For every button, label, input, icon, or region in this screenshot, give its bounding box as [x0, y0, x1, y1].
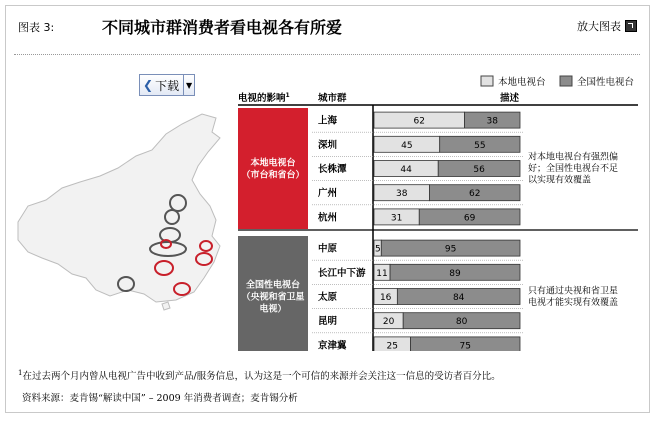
figure-title: 不同城市群消费者看电视各有所爱 — [102, 18, 343, 37]
bar-value-label: 38 — [396, 189, 408, 200]
city-label: 长株潭 — [318, 164, 347, 175]
city-label: 太原 — [318, 292, 338, 303]
group-description: 电视才能实现有效覆盖 — [528, 298, 619, 308]
group-label: 本地电视台 — [250, 158, 296, 169]
bar-value-label: 56 — [473, 165, 485, 175]
bar-value-label: 20 — [382, 317, 395, 328]
bar-value-label: 84 — [452, 293, 465, 303]
footnote: $^1$在过去两个月内曾从电视广告中收到产品/服务信息，认为这是一个可信的来源并会关注这一信息的受访者百分比。 — [18, 369, 501, 383]
city-label: 京津冀 — [318, 340, 347, 351]
bar-value-label: 25 — [386, 341, 398, 351]
legend-label: 全国性电视台 — [577, 77, 635, 88]
figure-notes — [18, 362, 501, 410]
city-label: 中原 — [318, 243, 338, 255]
bar-value-label: 62 — [413, 116, 425, 127]
source-note: 资料来源：麦肯锡“解读中国” – 2009 年消费者调查；麦肯锡分析 — [22, 393, 298, 405]
bar-value-label: 75 — [459, 341, 471, 351]
bar-value-label: 45 — [401, 140, 413, 151]
group-description: 对本地电视台有强烈偏 — [528, 152, 619, 163]
figure-label: 图表 3: — [18, 21, 55, 34]
download-label: 下载 — [155, 78, 180, 93]
group-label: 电视） — [259, 304, 287, 315]
bar-value-label: 89 — [449, 268, 461, 279]
bar-value-label: 55 — [474, 140, 486, 151]
city-label: 广州 — [318, 188, 338, 200]
bar-value-label: 5 — [375, 244, 381, 255]
influence-header: 电视的影响$^1$ — [238, 92, 290, 104]
desc-header: 描述 — [500, 93, 520, 104]
legend-swatch — [560, 76, 572, 86]
group-label: 全国性电视台 — [245, 280, 301, 291]
bar-value-label: 44 — [400, 165, 412, 175]
city-header: 城市群 — [318, 93, 347, 104]
bar-value-label: 16 — [379, 293, 392, 303]
bar-value-label: 11 — [376, 268, 388, 279]
enlarge-chart-label: 放大图表 — [577, 20, 621, 33]
city-label: 上海 — [318, 115, 338, 127]
legend-label: 本地电视台 — [498, 77, 546, 88]
city-label: 长江中下游 — [318, 267, 366, 279]
group-description: 只有通过央视和省卫星 — [528, 286, 619, 297]
bar-value-label: 62 — [469, 189, 481, 200]
chevron-down-icon[interactable]: ▼ — [186, 80, 193, 90]
city-label: 杭州 — [318, 212, 338, 224]
bar-value-label: 95 — [444, 244, 457, 255]
bar-value-label: 69 — [463, 213, 476, 224]
legend-swatch — [481, 76, 493, 86]
back-arrow-icon: ❮ — [143, 78, 154, 92]
group-description: 以实现有效覆盖 — [528, 175, 592, 186]
bar-value-label: 80 — [455, 317, 468, 328]
bar-value-label: 31 — [390, 213, 403, 224]
legend — [481, 76, 635, 88]
group-block — [238, 108, 308, 229]
city-label: 深圳 — [318, 139, 338, 151]
group-label: （市台和省台） — [241, 170, 305, 181]
group-description: 好；全国性电视台不足 — [528, 164, 619, 174]
city-label: 昆明 — [318, 316, 338, 328]
group-label: （央视和省卫星 — [241, 292, 305, 303]
bar-value-label: 38 — [486, 116, 498, 127]
figure-frame — [5, 5, 650, 413]
stacked-bar-chart — [6, 6, 649, 351]
